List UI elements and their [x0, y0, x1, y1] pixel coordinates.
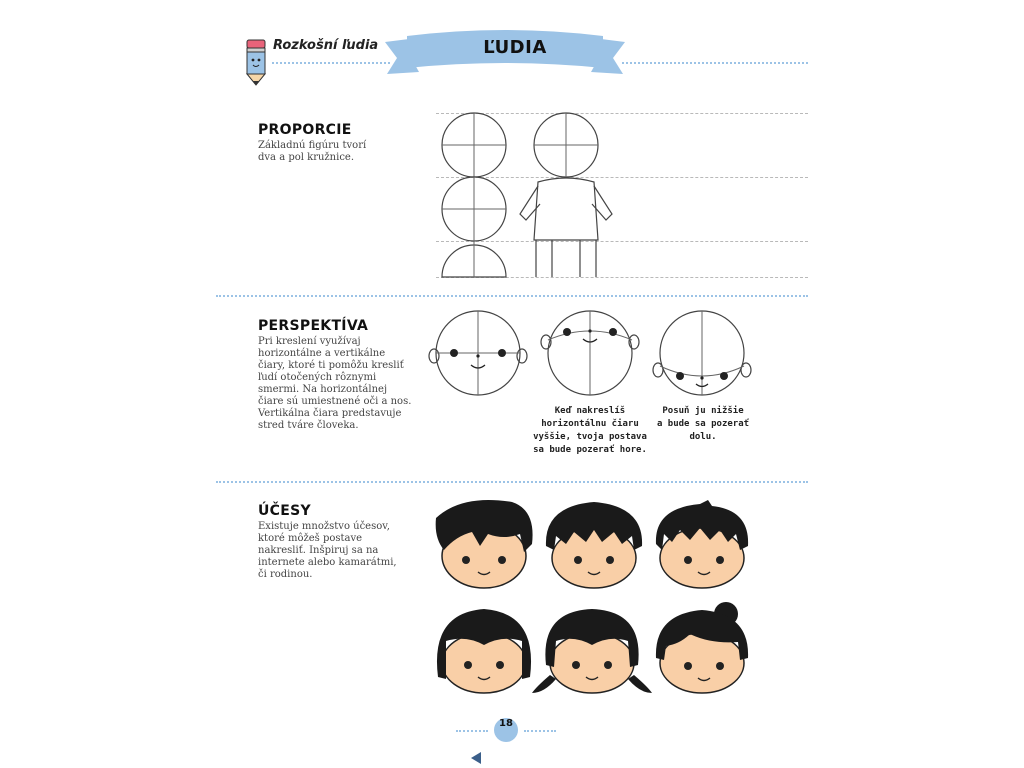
section-text-proporcie: Základnú figúru tvorí dva a pol kružnice.: [258, 140, 367, 163]
back-arrow-icon[interactable]: [470, 752, 482, 764]
face-looking-up-diagram: [540, 308, 640, 402]
face-front-diagram: [428, 308, 528, 402]
section-heading-ucesy: ÚČESY: [258, 503, 311, 519]
face-looking-down-diagram: [652, 308, 752, 402]
section-divider: [216, 295, 808, 297]
note-look-down: Posuň ju nižšie a bude sa pozerať dolu.: [656, 406, 750, 442]
hairstyle-swoop-boy: [432, 500, 536, 592]
proportion-circles-diagram: [440, 112, 510, 282]
hairstyle-pigtails-girl: [532, 605, 652, 697]
series-title: Rozkošní ľudia: [273, 38, 379, 53]
hairstyle-messy-boy: [650, 500, 754, 592]
proportion-figure-diagram: [512, 112, 622, 282]
section-heading-perspektiva: PERSPEKTÍVA: [258, 318, 369, 334]
section-heading-proporcie: PROPORCIE: [258, 122, 352, 138]
pencil-mascot-icon: [244, 38, 268, 86]
page-number: 18: [494, 718, 518, 742]
section-text-ucesy: Existuje množstvo účesov, ktoré môžeš postave nakresliť. Inšpiruj sa na internete alebo kamarátmi, či rodinou.: [258, 521, 397, 580]
footer-divider-left: [456, 730, 488, 732]
hairstyle-bob-girl: [432, 605, 536, 697]
header-divider-right: [622, 62, 808, 64]
chapter-title: ĽUDIA: [483, 37, 547, 58]
header-divider-left: [272, 62, 390, 64]
section-text-perspektiva: Pri kreslení využívaj horizontálne a vertikálne čiary, ktoré ti pomôžu kresliť ľudí otočených rôznymi smermi. Na horizontálnej čiare sú umiestnené oči a nos. Vertikálna čiara predstavuje stred tváre človeka.: [258, 336, 412, 431]
hairstyle-bun-girl: [650, 600, 754, 697]
footer-divider-right: [524, 730, 556, 732]
note-look-up: Keď nakreslíš horizontálnu čiaru vyššie, tvoja postava sa bude pozerať hore.: [533, 406, 647, 455]
section-divider: [216, 481, 808, 483]
hairstyle-spiky-boy: [542, 500, 646, 592]
